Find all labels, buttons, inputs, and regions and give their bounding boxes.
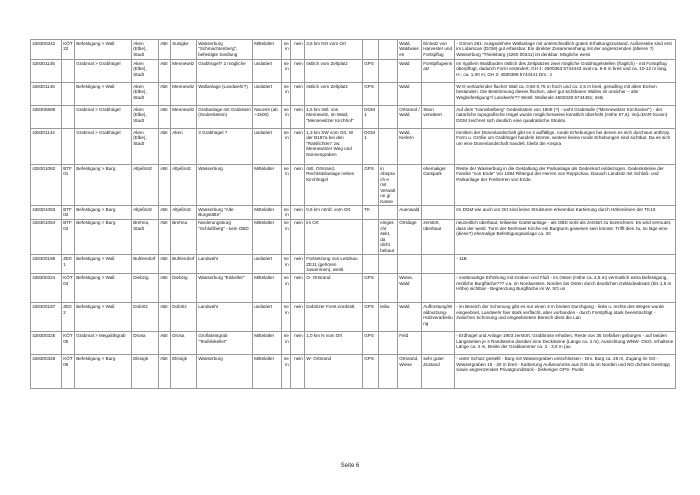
cell-land: Feld: [398, 332, 422, 355]
cell-ort: Brehna: [171, 219, 197, 255]
cell-abi: ABI: [159, 165, 171, 206]
cell-abi: ABI: [159, 274, 171, 303]
cell-code: ZE02: [62, 303, 75, 332]
cell-gps: GPS: [363, 274, 379, 303]
cell-gem: Aken (Elbe), Stadt: [132, 83, 159, 106]
cell-bem: Auf dem "Hannibelberg" Gedenkstein von 1809 (?) - wohl Grabstulle ("Mennewitzer Kirchacker") - der natürliche topografische Hügel wurde möglicherweise künstlich überhöht (Höhe 57,6). im(LiDAR-Scann) DGM zeichnet sich deutlich eine quadratische Struktu: [455, 106, 676, 129]
cell-bem: Inmitten der Dünenlandschaft gibt es 3 auffällige, runde Erhebungen bei denen es sich durchaus anthrop. Form u. Größe um Grabhügel handeln könnte, weitere kleine runde Erhebungen sind sichtbar. Da es sich um eine Dünenlandschaft handelt, bleibt die Anspra: [455, 129, 676, 165]
cell-id: 428300324: [31, 274, 62, 303]
cell-n: nein: [291, 165, 305, 206]
table-row: [31, 274, 676, 303]
cell-bem: Im rigollem Waldboden östlich des Zeltplatzes zwei mögliche Grabhügelstellen (fraglich) - mit Forstpflug überpflügt, dadurch Form verändert; GH 1: 4500363 5744443 oval ca. 6-8 m breit und ca. 10-12 m lang, H.: ca. 1,00 m; GH 2: 4500389 5744441 Dm.: z: [455, 60, 676, 83]
cell-lage: Fortsetzung von Leitzkau ZE11 (gehören zusammen), westl.: [305, 255, 363, 274]
cell-zeit: undatiert: [253, 303, 282, 332]
cell-ort: Mennewitz: [171, 83, 197, 106]
cell-m: [379, 355, 398, 389]
cell-f: nein: [282, 60, 291, 83]
cell-id: 428300187: [31, 303, 62, 332]
cell-zust: [422, 206, 455, 220]
cell-n: nein: [291, 60, 305, 83]
cell-land: Ortsrand / Wald: [398, 106, 422, 129]
cell-ort: Dobritz: [171, 303, 197, 332]
cell-code: BTF03: [62, 219, 75, 255]
cell-f: nein: [282, 219, 291, 255]
cell-zust: zerstört, überbaut: [422, 219, 455, 255]
cell-abi: ABI: [159, 83, 171, 106]
cell-land: Wald, Kiefern: [398, 129, 422, 165]
cell-type: Grabmal > Grabhügel: [75, 129, 132, 165]
cell-ort: Altjeßnitz: [171, 206, 197, 220]
cell-land: Wald: [398, 303, 422, 332]
cell-n: nein: [291, 274, 305, 303]
cell-f: nein: [282, 206, 291, 220]
cell-name: Wasserburg "Eiskeller": [197, 274, 253, 303]
cell-lage: 1,5 km östl. von Mennewitz, im Wald; "Mennewitzer Kirchhof": [305, 106, 363, 129]
cell-name: Wallanlage (Landwehr?): [197, 83, 253, 106]
cell-lage: 1,0 km N vom Ort: [305, 332, 363, 355]
table-row: [31, 255, 676, 274]
cell-code: KÖT22: [62, 40, 75, 60]
cell-gem: Buhlendorf: [132, 255, 159, 274]
cell-ort: Drosa: [171, 332, 197, 355]
cell-type: Befestigung > Burg: [75, 206, 132, 220]
cell-name: Wasserburg: [197, 165, 253, 206]
cell-gps: GPS: [363, 332, 379, 355]
cell-land: Ortslage: [398, 219, 422, 255]
cell-type: Befestigung > Burg: [75, 165, 132, 206]
cell-f: nein: [282, 332, 291, 355]
cell-ort: Mennewitz: [171, 106, 197, 129]
cell-zeit: Mittelalter: [253, 206, 282, 220]
cell-gem: Elsnigk: [132, 355, 159, 389]
cell-zust: Forstpflugeinsatz: [422, 60, 455, 83]
cell-type: Befestigung > Burg: [75, 355, 132, 389]
cell-type: Befestigung > Burg: [75, 219, 132, 255]
cell-abi: ABI: [159, 60, 171, 83]
cell-code: [62, 129, 75, 165]
cell-type: Befestigung > Wall: [75, 274, 132, 303]
table-row: [31, 129, 676, 165]
cell-name: Grabanlage mit Grabstein (Gedenkstein): [197, 106, 253, 129]
cell-n: nein: [291, 40, 305, 60]
cell-ort: Buhlendorf: [171, 255, 197, 274]
cell-type: Befestigung > Wall: [75, 83, 132, 106]
cell-gem: Aken (Elbe), Stadt: [132, 60, 159, 83]
cell-gps: [363, 255, 379, 274]
cell-name: Großsteingrab "Teufelskeller": [197, 332, 253, 355]
cell-zust: [422, 83, 455, 106]
cell-lage: O- Ortsrand: [305, 274, 363, 303]
cell-m: [379, 255, 398, 274]
cell-id: 428300186: [31, 255, 62, 274]
cell-zeit: Mittelalter: [253, 274, 282, 303]
cell-name: Wasserburg "Alte Burgstätte": [197, 206, 253, 220]
cell-bem: - im Bereich der Schonung gibt es nur einen 3 m breiten Durchgang - links u. rechts des Weges wurde eingeebnet, Landwehr hier stark verflacht, aber vorhanden - durch Forstpflug stark beeinträchtigt - zwischen Schonung und eingeebnetem Bereich dient die Lan: [455, 303, 676, 332]
cell-abi: ABI: [159, 206, 171, 220]
cell-type: Grabmal > Grabhügel: [75, 60, 132, 83]
cell-zeit: Mittelalter: [253, 40, 282, 60]
cell-gps: GPS: [363, 165, 379, 206]
cell-land: Wald, Waldwiesen: [398, 40, 422, 60]
cell-zust: Stein verwittert: [422, 106, 455, 129]
cell-f: nein: [282, 129, 291, 165]
table-row: [31, 332, 676, 355]
cell-id: 428300326: [31, 355, 62, 389]
cell-id: 428300342: [31, 40, 62, 60]
cell-ort: Mennewitz: [171, 60, 197, 83]
cell-m: [379, 129, 398, 165]
cell-id: 428301084: [31, 219, 62, 255]
cell-zeit: undatiert: [253, 255, 282, 274]
cell-name: Wasserburg: [197, 355, 253, 389]
cell-zeit: undatiert: [253, 129, 282, 165]
cell-name: Landwehr: [197, 303, 253, 332]
table-row: [31, 60, 676, 83]
cell-lage: im Ort: [305, 219, 363, 255]
table-row: [31, 303, 676, 332]
cell-zust: sehr guter Zustand: [422, 355, 455, 389]
cell-bem: neuzeitlich überbaut, teilweise Gartenanlage - als OBD wohl als zerstört zu bezeichnen. Es wird vermutet, dass der westl. Turm der Brehnaer Kirche ein Burgturm gewesen sein könnte. Trifft dies zu, so läge eine (diese?) ehemalige Befestigungsanlage ca. 20: [455, 219, 676, 255]
cell-f: nein: [282, 303, 291, 332]
cell-zust: Einsatz von Harvester und Fortspflug: [422, 40, 455, 60]
cell-n: nein: [291, 355, 305, 389]
cell-code: KÖT04: [62, 274, 75, 303]
cell-ort: Altjeßnitz: [171, 165, 197, 206]
cell-gem: Dobritz: [132, 303, 159, 332]
cell-gem: Altjeßnitz: [132, 165, 159, 206]
cell-lage: 1,3 km SW vom Ort, W der B187a bei den "Ratsfichten" zw. Mennewitzer Weg und Nonnengraben: [305, 129, 363, 165]
cell-zeit: undatiert: [253, 60, 282, 83]
cell-ort: Elsnigk: [171, 355, 197, 389]
cell-gem: Aken (Elbe), Stadt: [132, 129, 159, 165]
cell-m: in Absprach e mit Verwaltun g/ Kasse: [379, 165, 398, 206]
cell-zeit: Mittelalter: [253, 355, 282, 389]
cell-zeit: Mittelalter: [253, 332, 282, 355]
cell-m: [379, 60, 398, 83]
cell-gps: [363, 40, 379, 60]
page-number: Seite 6: [340, 463, 360, 469]
cell-code: ZE01: [62, 255, 75, 274]
cell-m: teilw.: [379, 303, 398, 332]
cell-zust: [422, 332, 455, 355]
cell-m: [379, 106, 398, 129]
cell-gem: Diebzig: [132, 274, 159, 303]
cell-n: nein: [291, 206, 305, 220]
cell-zeit: Mittelalter: [253, 219, 282, 255]
cell-zust: ehemaliger Gutspark: [422, 165, 455, 206]
cell-n: nein: [291, 303, 305, 332]
cell-n: nein: [291, 106, 305, 129]
cell-id: 428301144: [31, 129, 62, 165]
cell-m: [379, 83, 398, 106]
cell-land: Ortsrand, Wiese: [398, 355, 422, 389]
cell-land: Wiese, Wald: [398, 274, 422, 303]
cell-lage: 3,5 km NO vom Ort: [305, 40, 363, 60]
cell-code: [62, 60, 75, 83]
cell-abi: ABI: [159, 106, 171, 129]
cell-lage: östlich vom Zeltplatz: [305, 83, 363, 106]
cell-name: Wasserburg "Schmachtenberg", befestigte Siedlung: [197, 40, 253, 60]
cell-lage: Dobritzer Forst,nordöstl.: [305, 303, 363, 332]
cell-gem: Aken (Elbe), Stadt: [132, 40, 159, 60]
cell-type: Befestigung > Wall: [75, 303, 132, 332]
cell-f: nein: [282, 83, 291, 106]
cell-bem: - Erdhügel und Anlage 1903 zerstört, Grabbrose erhalten, Reste von 35 Gefäßen geborgen - auf beiden Längsseiten je 3 Randsteine darüber eine Decksteine (Länge ca. 4 m), Ausrichtung WNW- OSO, erhaltene Länge ca. 4 m, Breite der Grabkammer ca. 3 - 3,5 m (au: [455, 332, 676, 355]
cell-f: nein: [282, 355, 291, 389]
cell-lage: 0,6 km nördl. vom Ort: [305, 206, 363, 220]
cell-f: nein: [282, 106, 291, 129]
cell-land: [398, 165, 422, 206]
cell-id: 428301083: [31, 206, 62, 220]
cell-bem: - unter Schutz gestellt - Burg mit Wassergraben umschlossen - Dm. Burg ca. 25 m, Zugang im SO - Wassergraben 15 - 20 m breit - Kartierung Außenumriss aus GIS da im Norden und NO dichtes Gestrüpp sowie angrenzendes Privatgrundstück - bisheriger GPS- Punkt: [455, 355, 676, 389]
cell-m: eingeschr änkt, da dicht bebaut: [379, 219, 398, 255]
cell-abi: ABI: [159, 303, 171, 332]
cell-gps: GPS: [363, 83, 379, 106]
cell-land: Wald: [398, 83, 422, 106]
cell-name: Landwehr: [197, 255, 253, 274]
cell-zust: [422, 129, 455, 165]
cell-abi: ABI: [159, 255, 171, 274]
cell-n: nein: [291, 129, 305, 165]
cell-gps: GPS: [363, 355, 379, 389]
cell-lage: W- Ortsrand: [305, 355, 363, 389]
cell-id: 428305689: [31, 106, 62, 129]
cell-id: 428301145: [31, 60, 62, 83]
cell-ort: Susigke: [171, 40, 197, 60]
cell-n: nein: [291, 332, 305, 355]
cell-abi: ABI: [159, 40, 171, 60]
cell-gps: DGM1: [363, 106, 379, 129]
cell-n: nein: [291, 255, 305, 274]
cell-code: BTF01: [62, 165, 75, 206]
cell-f: nein: [282, 274, 291, 303]
cell-name: Niederungsburg "Schloßberg" - kein OBD: [197, 219, 253, 255]
cell-f: nein: [282, 40, 291, 60]
cell-zeit: Mittelalter: [253, 165, 282, 206]
cell-abi: ABI: [159, 129, 171, 165]
table-row: [31, 40, 676, 60]
cell-bem: Im DGM wie auch vor Ort sind keine Strukturen erkennbar Kartierung durch Höhenlinien der TK10.: [455, 206, 676, 220]
cell-bem: W-O verlaufender flacher Wall ca. 0,50-0,75 m hoch und ca. 2,5 m breit, geradling mit alten Eichen bestanden. Die Bestimmung dieses flachen, aber gut sichtbaren Walles ist unsicher – alte Wegbefestigung?/ Landwehr?? Westl. Wallende 4500328 5744461; östs: [455, 83, 676, 106]
cell-type: Grabmal > Grabhügel: [75, 106, 132, 129]
cell-zeit: undatiert: [253, 83, 282, 106]
cell-code: KÖT05: [62, 332, 75, 355]
cell-m: [379, 206, 398, 220]
monument-table: [30, 39, 676, 389]
table-row: [31, 206, 676, 220]
cell-lage: östlich vom Zeltplatz: [305, 60, 363, 83]
cell-zeit: Neuzeit (ab ~1500): [253, 106, 282, 129]
cell-gps: GPS: [363, 60, 379, 83]
table-row: [31, 106, 676, 129]
cell-gem: Aken (Elbe), Stadt: [132, 106, 159, 129]
cell-gps: GPS: [363, 303, 379, 332]
cell-ort: Diebzig: [171, 274, 197, 303]
cell-id: 428301146: [31, 83, 62, 106]
cell-code: BTF02: [62, 206, 75, 220]
cell-m: [379, 332, 398, 355]
cell-abi: ABI: [159, 332, 171, 355]
cell-lage: östl. Ortsrand, Rechtsteilanlage neben Kirchhügel: [305, 165, 363, 206]
cell-ort: Aken: [171, 129, 197, 165]
cell-abi: ABI: [159, 219, 171, 255]
cell-type: Befestigung > Wall: [75, 255, 132, 274]
cell-zust: [422, 274, 455, 303]
cell-bem: - Grimm 281: Ausgedehnte Wallanlage mit unterschiedlich gutem Erhaltungszustand. Außenseite sind erst im Lidarscan (DGM) gut erfassbar. Ein direkter Zusammenhang mit der angrenzenden (älteren ?) Wasserburg "Thielebürg (4260 00341) ist denkbar. Mögliche wess: [455, 40, 676, 60]
cell-f: nein: [282, 255, 291, 274]
cell-land: Wald: [398, 60, 422, 83]
cell-gps: DGM1: [363, 129, 379, 165]
cell-bem: Reste der Wasserburg in die Gestaltung der Parkanlage als Gedenkort einbezogen. Gedenksteine der Familie "von Ende" Vor 1694 Rittergut der Herren von Reppichau. Danach Landsitz mit Schloß- und Parkanlage der Freiherren von Ende.: [455, 165, 676, 206]
cell-gps: [363, 219, 379, 255]
cell-land: [398, 255, 422, 274]
cell-gem: Drosa: [132, 332, 159, 355]
cell-code: KÖT06: [62, 355, 75, 389]
cell-gps: TK: [363, 206, 379, 220]
cell-type: Befestigung > Wall: [75, 40, 132, 60]
table-row: [31, 165, 676, 206]
cell-f: nein: [282, 165, 291, 206]
cell-bem: - 11B: [455, 255, 676, 274]
cell-land: Auenwald: [398, 206, 422, 220]
cell-n: nein: [291, 83, 305, 106]
cell-zust: [422, 255, 455, 274]
cell-gem: Altjeßnitz: [132, 206, 159, 220]
cell-code: [62, 106, 75, 129]
cell-id: 428300325: [31, 332, 62, 355]
cell-code: [62, 83, 75, 106]
table-row: [31, 83, 676, 106]
cell-id: 428301082: [31, 165, 62, 206]
cell-m: [379, 40, 398, 60]
table-row: [31, 355, 676, 389]
cell-abi: ABI: [159, 355, 171, 389]
cell-bem: - mottenartige Erhöhung mit Graben und Fluß - im Osten (Höhe ca. 2,5 m) vermutlich extra Befestigung, restliche Burgfläche??? v.a. im Nordwesten. Norden bis Osten durch deutlichen Geländeabsatz (bis 1,5 m Höhe) sichtbar - Begrenzung Burgfläche im W, SO un: [455, 274, 676, 303]
cell-gem: Brehna, Stadt: [132, 219, 159, 255]
cell-name: 3 Grabhügel ?: [197, 129, 253, 165]
cell-name: Grabhügel? 2 mögliche: [197, 60, 253, 83]
cell-n: nein: [291, 219, 305, 255]
cell-zust: Aufforstung/Waldnutzung-Holzverarbeitung: [422, 303, 455, 332]
cell-type: Grabmal > Megalithgrab: [75, 332, 132, 355]
table-row: [31, 219, 676, 255]
table-body: [31, 40, 676, 389]
cell-m: [379, 274, 398, 303]
